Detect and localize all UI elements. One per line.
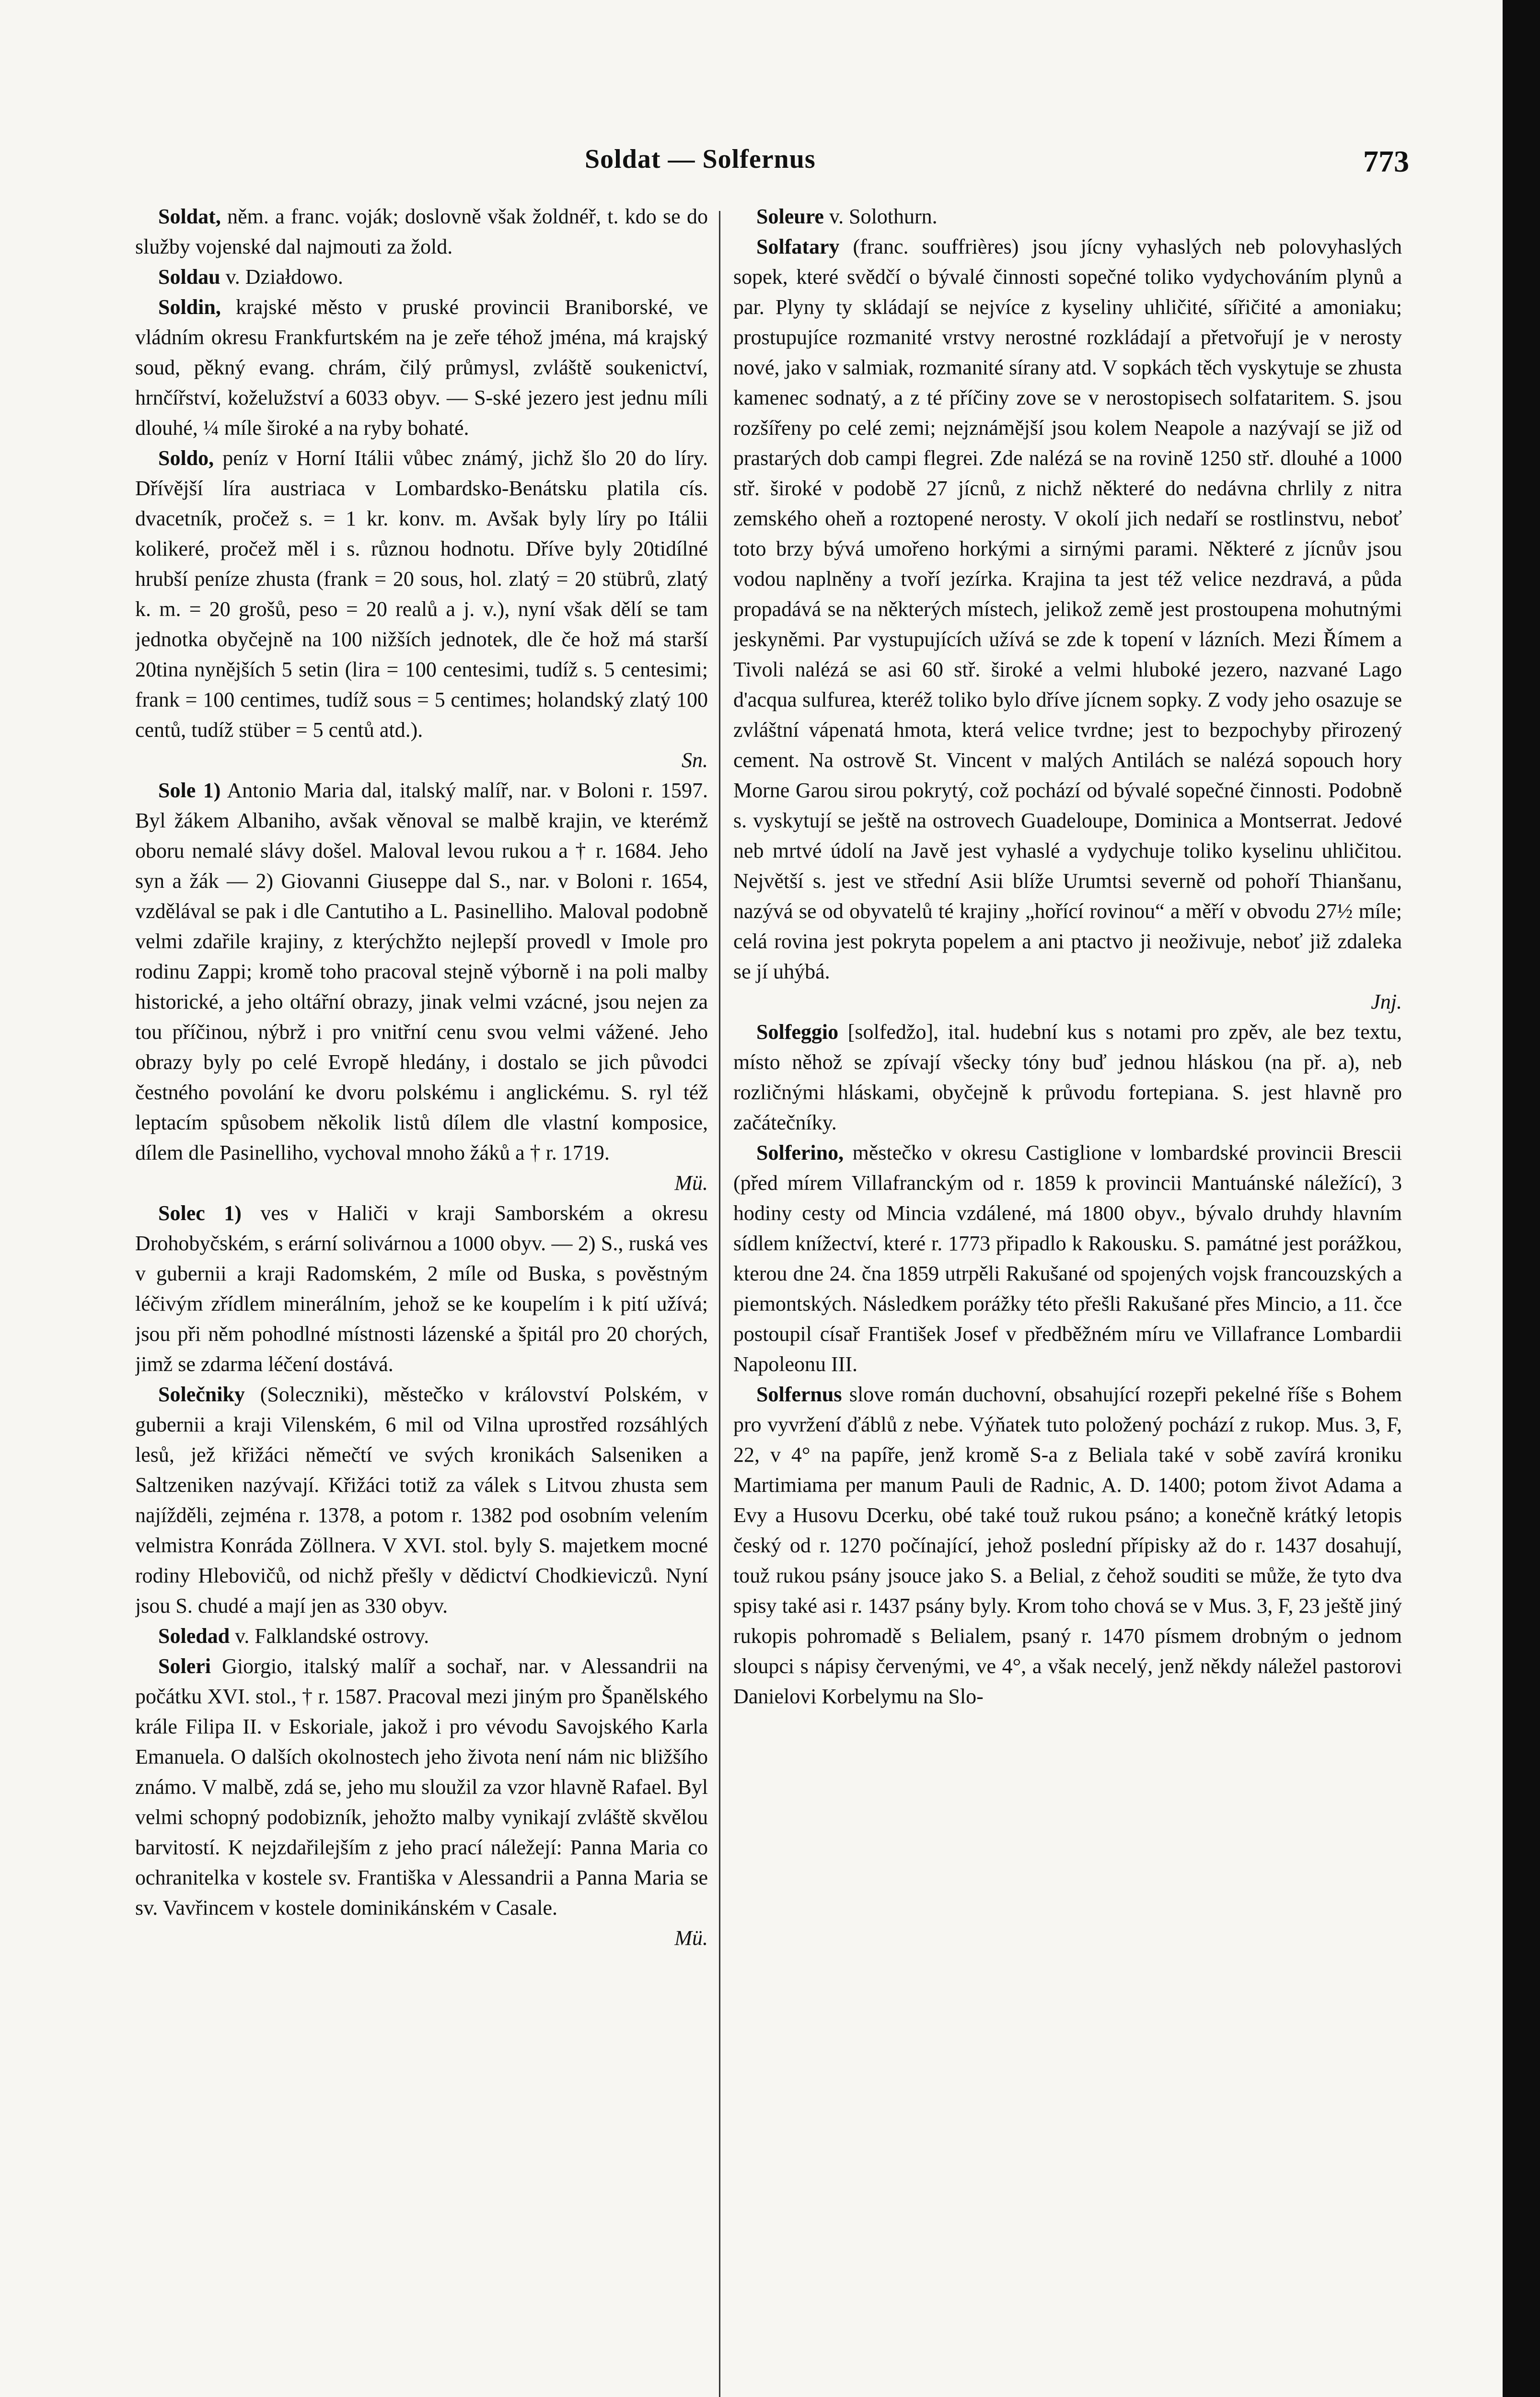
dictionary-entry [733, 232, 1402, 1017]
author-signature: Jnj. [1371, 990, 1402, 1013]
entry-text: (franc. souffrières) jsou jícny vyhaslých neb polovyhaslých sopek, které svědčí o bývalé činnosti sopečné toliko vydychováním plynů a par. Plyny ty skládají se nejvíce z kyseliny uhličité, sířičité a amoniaku; prostupujíce rozmanité vrstvy nerostné rozkládají a přetvořují je v nerosty nové, jako v salmiak, rozmanité sírany atd. V sopkách těch vyskytuje se zhusta kamenec sodnatý, a z té příčiny zove se v nerostopisech solfataritem. S. jsou rozšířeny po celé zemi; nejznámější jsou kolem Neapole a nazývají se již od prastarých dob campi flegrei. Zde nalézá se na rovině 1250 stř. dlouhé a 1000 stř. široké v podobě 27 jícnů, z nichž některé do nedávna chrlily z nitra zemského oheň a roztopené nerosty. V okolí jich nedaří se rostlinstvu, neboť toto brzy bývá umořeno horkými a sirnými parami. Některé z jícnův jsou vodou naplněny a tvoří jezírka. Krajina ta jest též velice nezdravá, a půda propadává se na některých místech, jelikož země jest prostoupena mohutnými jeskyněmi. Par vystupujících užívá se zde k topení v lázních. Mezi Římem a Tivoli nalézá se asi 60 stř. široké a velmi hluboké jezero, nazvané Lago d'acqua sulfurea, kteréž toliko bylo dříve jícnem sopky. Z vody jeho osazuje se zvláštní vápenatá hmota, která velice tvrdne; jest to bezpochyby přirozený cement. Na ostrově St. Vincent v malých Antilách se nalézá sopouch hory Morne Garou sirou pokrytý, což pochází od bývalé sopečné činnosti. Podobně s. vyskytují se ještě na ostrovech Guadeloupe, Dominica a Montserrat. Jedové neb mrtvé údolí na Javě jest vyhaslé a vydychuje toliko kyselinu uhličitou. Největší s. jest ve střední Asii blíže Urumtsi severně od pohoří Thianšanu, nazývá se od obyvatelů té krajiny „hořící rovinou“ a měří v obvodu 27½ míle; celá rovina jest pokryta popelem a ani ptactvo ji neoživuje, neboť již zdaleka se jí uhýbá. [733, 235, 1402, 983]
entry-headword: Sole 1) [158, 779, 221, 802]
dictionary-entry [135, 1621, 708, 1651]
dictionary-entry [135, 201, 708, 262]
running-head: Soldat — Solfernus [585, 144, 816, 174]
dictionary-entry [135, 1198, 708, 1379]
entry-headword: Soldo, [158, 446, 214, 470]
dictionary-entry [135, 1379, 708, 1621]
dictionary-entry [733, 1379, 1402, 1711]
left-column [135, 201, 708, 2397]
dictionary-entry [135, 292, 708, 443]
entry-text: v. Działdowo. [220, 265, 343, 289]
entry-text: Giorgio, italský malíř a sochař, nar. v Alessandrii na počátku XVI. stol., † r. 1587. Pracoval mezi jiným pro Španělského krále Filipa II. v Eskoriale, jakož i pro vévodu Savojského Karla Emanuela. O dalších okolnostech jeho života není nám nic bližšího známo. V malbě, zdá se, jeho mu sloužil za vzor hlavně Rafael. Byl velmi schopný podobizník, jehožto malby vynikají zvláště skvělou barvitostí. K nejzdařilejším z jeho prací náležejí: Panna Maria co ochranitelka v kostele sv. Františka v Alessandrii a Panna Maria se sv. Vavřincem v kostele dominikánském v Casale. [135, 1654, 708, 1920]
author-signature: Mü. [674, 1171, 708, 1195]
entry-text: krajské město v pruské provincii Braniborské, ve vládním okresu Frankfurtském na je zeře téhož jména, má krajský soud, pěkný evang. chrám, čilý průmysl, zvláště soukenictví, hrnčířství, koželužství a 6033 obyv. — S-ské jezero jest jednu míli dlouhé, ¼ míle široké a na ryby bohaté. [135, 295, 708, 440]
entry-text: slove román duchovní, obsahující rozepři pekelné říše s Bohem pro vyvržení ďáblů z nebe. Výňatek tuto položený pochází z rukop. Mus. 3, F, 22, v 4° na papíře, jenž kromě S-a z Beliala také v sobě zavírá kroniku Martimiama per manum Pauli de Radnic, A. D. 1400; potom život Adama a Evy a Husovu Dcerku, obé také touž rukou psáno; a konečně krátký letopis český od r. 1270 počínající, jehož poslední přípisky až do r. 1437 dosahují, touž rukou psány jsouce jako S. a Belial, z čehož souditi se může, že tyto dva spisy také asi r. 1437 psány byly. Krom toho chová se v Mus. 3, F, 23 ještě jiný rukopis pohromadě s Belialem, psaný r. 1470 písmem drobným o jednom sloupci s nápisy červenými, ve 4°, a však necelý, jenž někdy náležel pastorovi Danielovi Korbelymu na Slo- [733, 1383, 1402, 1708]
entry-headword: Soleure [756, 205, 824, 228]
page-header [134, 144, 1409, 197]
dictionary-entry [733, 201, 1402, 232]
entry-headword: Solferino, [756, 1141, 844, 1164]
entry-headword: Solec 1) [158, 1201, 242, 1225]
entry-text: [solfedžo], ital. hudební kus s notami pro zpěv, ale bez textu, místo něhož se zpívají všecky tóny buď jednou hláskou (na př. a), neb rozličnými hláskami, obyčejně k průvodu fortepiana. S. jest hlavně pro začátečníky. [733, 1020, 1402, 1134]
entry-headword: Soledad [158, 1624, 230, 1648]
entry-headword: Soldau [158, 265, 220, 289]
entry-headword: Solfeggio [756, 1020, 839, 1044]
entry-text: v. Solothurn. [823, 205, 938, 228]
column-divider [719, 211, 720, 2397]
entry-text: v. Falklandské ostrovy. [230, 1624, 429, 1648]
author-signature: Mü. [674, 1926, 708, 1950]
entry-text: peníz v Horní Itálii vůbec známý, jichž šlo 20 do líry. Dřívější líra austriaca v Lombardsko-Benátsku platila cís. dvacetník, pročež s. = 1 kr. konv. m. Avšak byly líry po Itálii kolikeré, pročež měl i s. různou hodnotu. Dříve byly 20tidílné hrubší peníze zhusta (frank = 20 sous, hol. zlatý = 20 stübrů, zlatý k. m. = 20 grošů, peso = 20 realů a j. v.), nyní však dělí se tam jednotka obyčejně na 100 nižších jednotek, dle če hož má starší 20tina nynějších 5 setin (lira = 100 centesimi, tudíž s. 5 centesimi; frank = 100 centimes, tudíž sous = 5 centimes; holandský zlatý 100 centů, tudíž stüber = 5 centů atd.). [135, 446, 708, 742]
entry-headword: Solfatary [756, 235, 840, 258]
entry-headword: Soldin, [158, 295, 221, 319]
entry-headword: Solfernus [756, 1383, 842, 1406]
dictionary-entry [733, 1138, 1402, 1379]
entry-text: Antonio Maria dal, italský malíř, nar. v Boloni r. 1597. Byl žákem Albaniho, avšak věnoval se malbě krajin, ve kterémž oboru nemalé slávy došel. Maloval levou rukou a † r. 1684. Jeho syn a žák — 2) Giovanni Giuseppe dal S., nar. v Boloni r. 1654, vzdělával se pak i dle Cantutiho a L. Pasinelliho. Maloval podobně velmi zdařile krajiny, z kterýchžto nejlepší provedl v Imole pro rodinu Zappi; kromě toho pracoval stejně výborně i na poli malby historické, a jeho oltářní obrazy, jinak velmi vzácné, jsou nejen za tou příčinou, nýbrž i pro vnitřní cenu svou velmi vážené. Jeho obrazy byly po celé Evropě hledány, i dostalo se jich původci čestného povolání ke dvoru polskému i anglickému. S. ryl též leptacím spůsobem několik listů dílem dle vlastní komposice, dílem dle Pasinelliho, vychoval mnoho žáků a † r. 1719. [135, 779, 708, 1164]
entry-headword: Solečniky [158, 1383, 245, 1406]
dictionary-entry [135, 775, 708, 1198]
dictionary-entry [135, 262, 708, 292]
entry-headword: Soldat, [158, 205, 221, 228]
dictionary-entry [733, 1017, 1402, 1138]
entry-text: (Soleczniki), městečko v království Polském, v gubernii a kraji Vilenském, 6 mil od Vilna uprostřed rozsáhlých lesů, jež křižáci němečtí ve svých kronikách Salseniken a Saltzeniken nazývají. Křižáci totiž za válek s Litvou zhusta sem najížděli, zejména r. 1378, a potom r. 1382 pod osobním velením velmistra Konráda Zöllnera. V XVI. stol. byly S. majetkem mocné rodiny Hlebovičů, od nichž přešly v dědictví Chodkieviczů. Nyní jsou S. chudé a mají jen as 330 obyv. [135, 1383, 708, 1617]
scan-edge [1503, 0, 1540, 2397]
entry-text: něm. a franc. voják; doslovně však žoldnéř, t. kdo se do služby vojenské dal najmouti za žold. [135, 205, 708, 258]
dictionary-entry [135, 1651, 708, 1953]
page-number: 773 [1363, 144, 1409, 178]
entry-text: ves v Haliči v kraji Samborském a okresu Drohobyčském, s erární solivárnou a 1000 obyv. — 2) S., ruská ves v gubernii a kraji Radomském, 2 míle od Buska, s pověstným léčivým zřídlem minerálním, jehož se ke koupelím i k pití užívá; jsou při něm pohodlné místnosti lázenské a špitál pro 20 chorých, jimž se zdarma léčení dostává. [135, 1201, 708, 1376]
dictionary-entry [135, 443, 708, 775]
right-column [733, 201, 1402, 2397]
entry-text: městečko v okresu Castiglione v lombardské provincii Brescii (před mírem Villafranckým od r. 1859 k provincii Mantuánské náležící), 3 hodiny cesty od Mincia vzdálené, má 1800 obyv., bývalo druhdy hlavním sídlem knížectví, které r. 1773 připadlo k Rakousku. S. památné jest porážkou, kterou dne 24. čna 1859 utrpěli Rakušané od spojených vojsk francouzských a piemontských. Následkem porážky této přešli Rakušané přes Mincio, a 11. čce postoupil císař František Josef v předběžném míru ve Villafrance Lombardii Napoleonu III. [733, 1141, 1402, 1376]
entry-headword: Soleri [158, 1654, 211, 1678]
author-signature: Sn. [682, 748, 708, 772]
